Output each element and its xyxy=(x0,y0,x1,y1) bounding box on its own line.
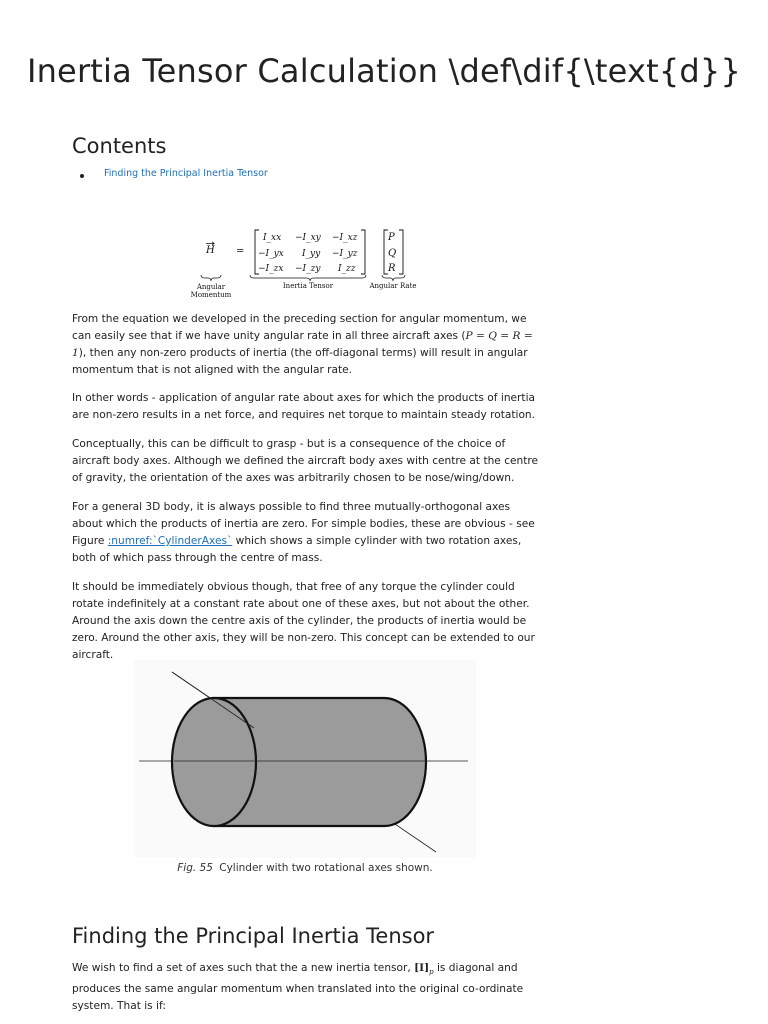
label-angular-rate: Angular Rate xyxy=(369,282,417,290)
paragraph-body-axes: Conceptually, this can be difficult to grasp - but is a consequence of the choice of aircraft body axes. Although we defined the aircraft body axes with centre at the centre of gravity, the orientation of the axes was arbitrarily chosen to be nose/wing/down. xyxy=(72,438,539,484)
underbrace-matrix xyxy=(250,275,366,281)
figure-caption-text: Cylinder with two rotational axes shown. xyxy=(219,862,433,874)
matrix-cell: I_xx xyxy=(263,233,282,243)
cylinder-end-face xyxy=(172,698,256,826)
eq-lhs: H xyxy=(206,245,215,256)
inline-math: P = Q = R = 1 xyxy=(72,330,533,359)
matrix-cell: −I_yz xyxy=(332,249,358,259)
matrix-cell: I_yy xyxy=(302,249,321,259)
toc-link-principal-inertia[interactable]: Finding the Principal Inertia Tensor xyxy=(104,168,268,179)
matrix-cell: −I_zy xyxy=(295,264,321,274)
matrix-cell: I_zz xyxy=(338,264,356,274)
matrix-cell: −I_xz xyxy=(332,233,358,243)
matrix-cell: −I_zx xyxy=(258,264,284,274)
cylinder-figure xyxy=(134,660,476,858)
eq-equals: = xyxy=(236,246,245,257)
vector-cell: P xyxy=(388,232,395,243)
underbrace-lhs xyxy=(201,275,221,281)
vector-cell: Q xyxy=(388,248,397,259)
paragraph-unity-rate: From the equation we developed in the preceding section for angular momentum, we can easily see that if we have unity angular rate in all three aircraft axes (P = Q = R = 1), then any non-zero products of inertia (the off-diagonal terms) will result in angular momentum that is not aligned with the angular rate. xyxy=(72,313,533,376)
matrix-cell: −I_xy xyxy=(295,233,321,243)
underbrace-vector xyxy=(382,275,405,281)
angular-momentum-equation xyxy=(180,224,420,304)
section-heading: Finding the Principal Inertia Tensor xyxy=(72,924,435,948)
table-of-contents xyxy=(92,168,268,179)
label-momentum: Momentum xyxy=(190,291,232,299)
matrix-right-bracket xyxy=(361,230,365,274)
figure-reference-link[interactable]: :numref:`CylinderAxes` xyxy=(107,535,233,547)
inline-math-subscript: p xyxy=(429,968,434,977)
figure-caption xyxy=(0,862,610,874)
paragraph-orthogonal-axes: For a general 3D body, it is always possible to find three mutually-orthogonal axes about which the products of inertia are zero. For simple bodies, these are obvious - see Figure :numref:`CylinderAxes` which shows a simple cylinder with two rotation axes, both of which pass through the centre of mass. xyxy=(72,501,535,564)
vector-cell: R xyxy=(388,263,396,274)
figure-number: Fig. 55 xyxy=(177,862,213,874)
toc-item xyxy=(92,168,268,179)
paragraph-torque-free-rotation: It should be immediately obvious though, that free of any torque the cylinder could rotate indefinitely at a constant rate about one of these axes, but not about the other. Around the axis down the centre axis of the cylinder, the products of inertia would be zero. Around the other axis, they will be non-zero. This concept can be extended to our aircraft. xyxy=(72,581,535,661)
label-inertia-tensor: Inertia Tensor xyxy=(282,282,334,290)
paragraph-net-torque: In other words - application of angular rate about axes for which the products of inertia are non-zero results in a net force, and requires net torque to maintain steady rotation. xyxy=(72,392,536,421)
paragraph-principal-axes: We wish to find a set of axes such that the a new inertia tensor, $[I]_p$ is diagonal and produces the same angular momentum when translated into the original co-ordinate system. That is if: xyxy=(72,962,524,1013)
label-angular: Angular xyxy=(196,283,226,291)
inline-math-tensor: [I] xyxy=(414,962,430,974)
contents-heading: Contents xyxy=(72,134,167,158)
matrix-cell: −I_yx xyxy=(258,249,284,259)
page-title: Inertia Tensor Calculation \def\dif{\text{d}} xyxy=(26,52,742,90)
vector-right-bracket xyxy=(399,230,403,274)
